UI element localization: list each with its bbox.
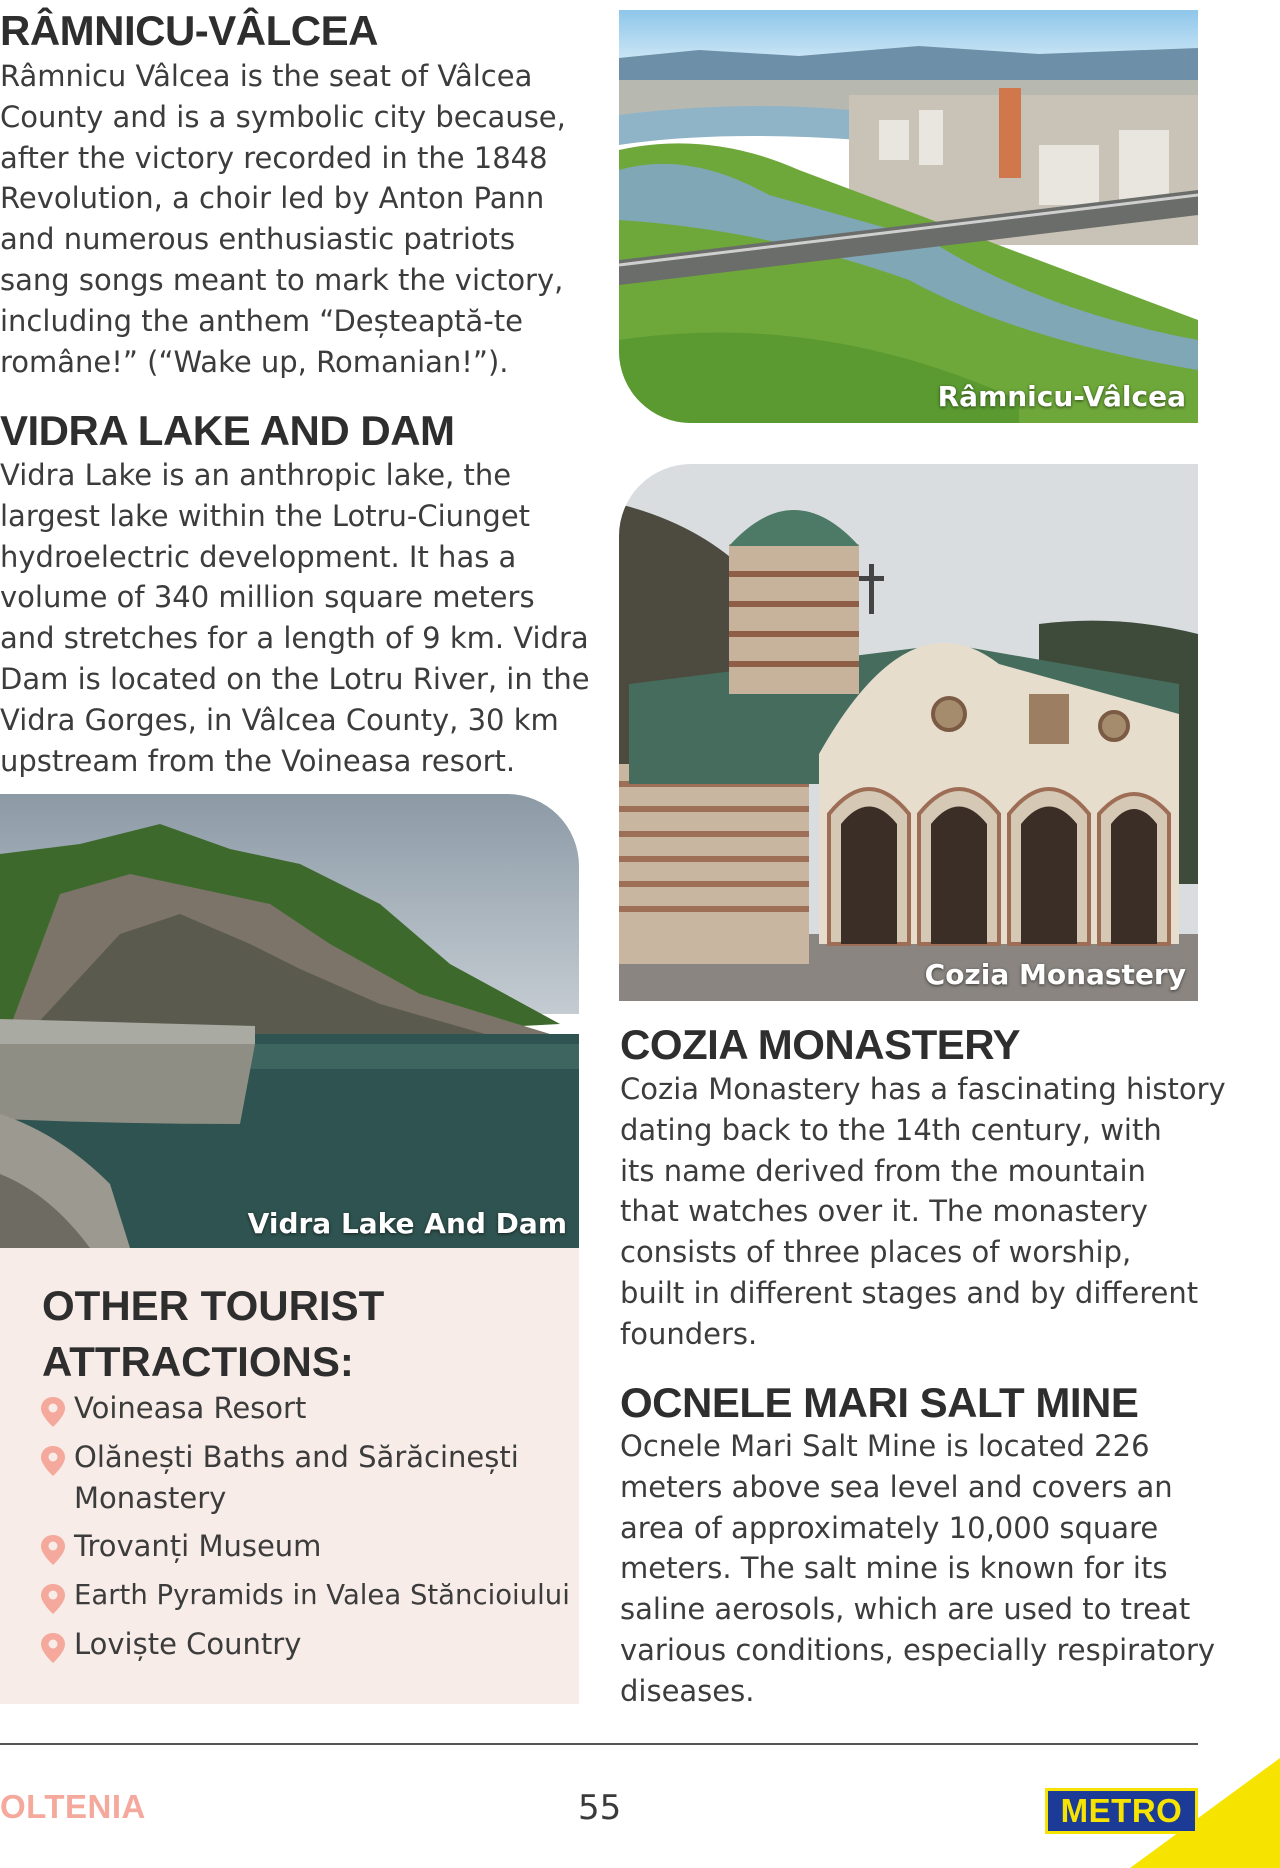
map-pin-icon <box>40 1632 66 1664</box>
heading-cozia: COZIA MONASTERY <box>620 1021 1021 1068</box>
photo-cozia-monastery <box>619 464 1198 1001</box>
map-pin-icon <box>40 1583 66 1615</box>
attractions-list <box>40 1388 580 1673</box>
heading-ocnele: OCNELE MARI SALT MINE <box>620 1379 1139 1426</box>
caption-cozia-monastery: Cozia Monastery <box>924 958 1186 991</box>
attraction-item: Earth Pyramids in Valea Stăncioiului <box>40 1575 580 1616</box>
attraction-item: Loviște Country <box>40 1624 580 1665</box>
map-pin-icon <box>40 1396 66 1428</box>
attraction-item: Trovanți Museum <box>40 1526 580 1567</box>
paragraph-vidra: Vidra Lake is an anthropic lake, the largest lake within the Lotru-Ciunget hydroelectric development. It has a volume of 340 million square meters and stretches for a length of 9 km. Vidra Dam is located on the Lotru River, in the Vidra Gorges, in Vâlcea County, 30 km upstream from the Voineasa resort. <box>0 458 590 778</box>
heading-ramnicu: RÂMNICU-VÂLCEA <box>0 7 378 54</box>
photo-vidra-lake <box>0 794 579 1248</box>
footer-region-label: OLTENIA <box>0 1788 146 1825</box>
caption-vidra-lake: Vidra Lake And Dam <box>247 1207 567 1240</box>
heading-vidra: VIDRA LAKE AND DAM <box>0 407 455 454</box>
map-pin-icon <box>40 1445 66 1477</box>
attraction-item: Olănești Baths and Sărăcinești Monastery <box>40 1437 580 1519</box>
map-pin-icon <box>40 1534 66 1566</box>
photo-ramnicu-valcea <box>619 10 1198 423</box>
footer-divider <box>0 1743 1198 1745</box>
attraction-item: Voineasa Resort <box>40 1388 580 1429</box>
paragraph-cozia: Cozia Monastery has a fascinating history dating back to the 14th century, with its name derived from the mountain that watches over it. The monastery consists of three places of worship, built in different stages and by different founders. <box>620 1072 1226 1351</box>
caption-ramnicu-valcea: Râmnicu-Vâlcea <box>937 380 1186 413</box>
metro-logo: METRO <box>1045 1788 1198 1834</box>
paragraph-ramnicu: Râmnicu Vâlcea is the seat of Vâlcea County and is a symbolic city because, after the victory recorded in the 1848 Revolution, a choir led by Anton Pann and numerous enthusiastic patriots sang songs meant to mark the victory, including the anthem “Deșteaptă-te române!” (“Wake up, Romanian!”). <box>0 59 566 379</box>
other-attractions-box <box>0 1248 579 1704</box>
other-attractions-title: OTHER TOURIST ATTRACTIONS: <box>42 1282 385 1385</box>
paragraph-ocnele: Ocnele Mari Salt Mine is located 226 meters above sea level and covers an area of approximately 10,000 square meters. The salt mine is known for its saline aerosols, which are used to treat various conditions, especially respiratory diseases. <box>620 1429 1216 1708</box>
page-number: 55 <box>578 1788 622 1828</box>
